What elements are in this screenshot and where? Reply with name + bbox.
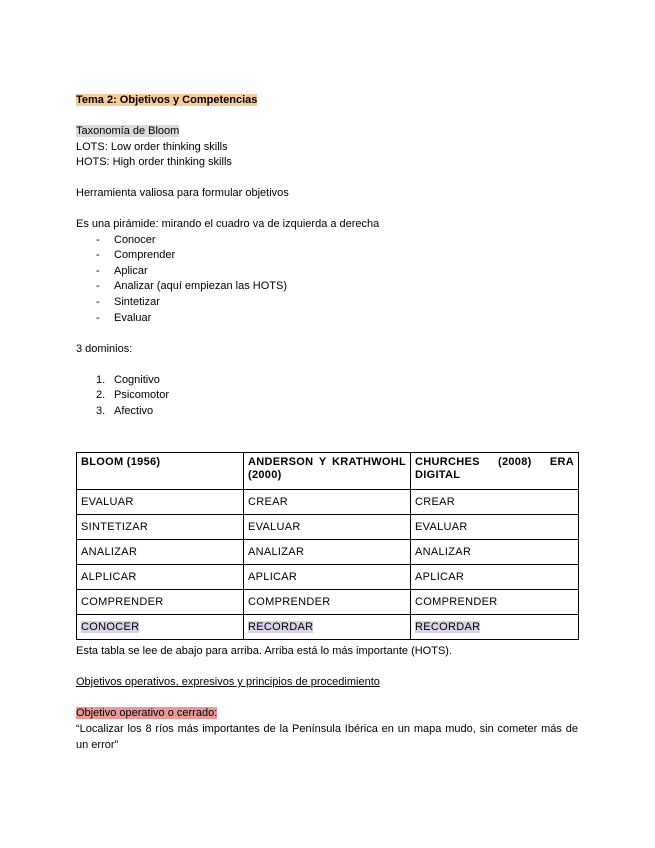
table-row (77, 540, 579, 565)
table-cell: COMPRENDER (77, 590, 244, 615)
table-row (77, 515, 579, 540)
tool-text: Herramienta valiosa para formular objetivos (76, 187, 289, 199)
table-cell: SINTETIZAR (77, 515, 244, 540)
pyramid-intro: Es una pirámide: mirando el cuadro va de izquierda a derecha (76, 218, 380, 230)
objectives-heading: Objetivos operativos, expresivos y principios de procedimiento (76, 676, 380, 688)
bloom-table (76, 452, 579, 640)
table-header-cell: BLOOM (1956) (77, 453, 244, 490)
table-header-row (77, 453, 579, 490)
table-cell: ALPLICAR (77, 565, 244, 590)
table-cell: ANALIZAR (77, 540, 244, 565)
table-row (77, 615, 579, 640)
hots-line: HOTS: High order thinking skills (76, 156, 232, 168)
table-cell: EVALUAR (411, 515, 579, 540)
table-note: Esta tabla se lee de abajo para arriba. Arriba está lo más importante (HOTS). (76, 645, 453, 657)
domains-intro: 3 dominios: (76, 343, 133, 355)
lots-line: LOTS: Low order thinking skills (76, 141, 228, 153)
table-cell: RECORDAR (411, 615, 579, 640)
table-row (77, 565, 579, 590)
table-cell: RECORDAR (244, 615, 411, 640)
table-header-cell: ANDERSON Y KRATHWOHL (2000) (244, 453, 411, 490)
table-row (77, 490, 579, 515)
table-cell: CREAR (244, 490, 411, 515)
table-cell: CREAR (411, 490, 579, 515)
table-cell: CONOCER (77, 615, 244, 640)
table-cell: ANALIZAR (244, 540, 411, 565)
table-cell: COMPRENDER (411, 590, 579, 615)
table-cell: EVALUAR (77, 490, 244, 515)
table-cell: COMPRENDER (244, 590, 411, 615)
table-cell: EVALUAR (244, 515, 411, 540)
table-cell: ANALIZAR (411, 540, 579, 565)
taxonomy-heading: Taxonomía de Bloom (76, 125, 180, 137)
operative-label: Objetivo operativo o cerrado: (76, 707, 218, 719)
document-title: Tema 2: Objetivos y Competencias (76, 94, 258, 106)
table-row (77, 590, 579, 615)
table-cell: APLICAR (411, 565, 579, 590)
table-cell: APLICAR (244, 565, 411, 590)
table-header-cell: CHURCHES (2008) ERA DIGITAL (411, 453, 579, 490)
operative-example: “Localizar los 8 ríos más importantes de la Península Ibérica en un mapa mudo, sin cometer más de un error” (76, 723, 578, 751)
